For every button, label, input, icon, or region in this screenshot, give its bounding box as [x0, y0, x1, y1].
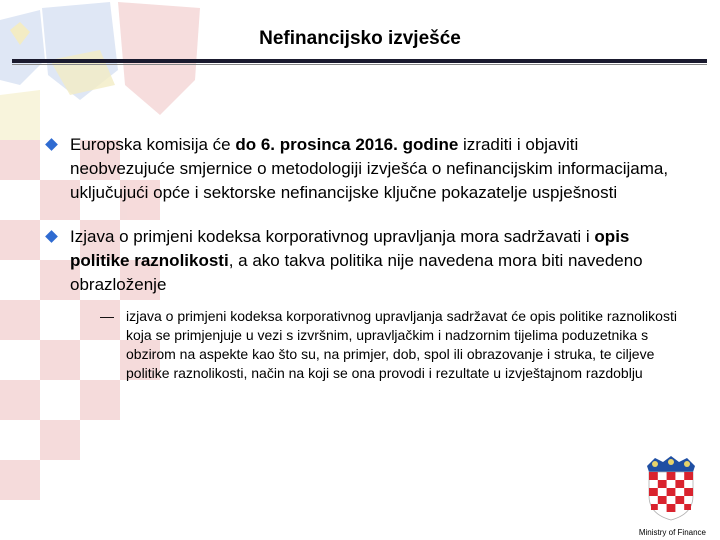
- slide-title: Nefinancijsko izvješće: [259, 28, 461, 49]
- diamond-bullet-icon: [45, 138, 58, 151]
- title-divider: [12, 59, 707, 63]
- bullet-text: , a ako takva politika nije navedena mora biti navedeno obrazloženje: [70, 251, 643, 294]
- croatian-coat-of-arms-logo: [645, 452, 697, 522]
- bullet-text: Izjava o primjeni kodeksa korporativnog upravljanja mora sadržavati i: [70, 227, 595, 246]
- footer-ministry: Ministry of Finance: [638, 528, 706, 537]
- bullet-bold-text: do 6. prosinca 2016. godine: [235, 135, 459, 154]
- sub-bullet-text: izjava o primjeni kodeksa korporativnog upravljanja sadržavat će opis politike raznolikosti koja se primjenjuje u vezi s izvršnim, upravljačkim i nadzornim tijelima poduzetnika s obzirom na aspekte kao što su, na primjer, dob, spol ili obrazovanje i struka, te ciljeve politike raznolikosti, način na koji se ona provodi i rezultate u izvještajnom razdoblju: [126, 308, 677, 381]
- sub-bullet-item: [100, 307, 686, 383]
- slide-content: [46, 133, 686, 383]
- diamond-bullet-icon: [45, 230, 58, 243]
- bullet-text: Europska komisija će: [70, 135, 236, 154]
- title-divider-thin: [12, 64, 707, 65]
- bullet-bold-text: opis politike raznolikosti: [70, 227, 630, 270]
- dash-bullet: —: [100, 308, 114, 324]
- bullet-item: [46, 225, 686, 383]
- bullet-item: [46, 133, 686, 205]
- bullet-text: izraditi i objaviti neobvezujuće smjernice o metodologiji izvješća o nefinancijskim informacijama, uključujući opće i sektorske nefinancijske ključne pokazatelje uspješnosti: [70, 135, 669, 202]
